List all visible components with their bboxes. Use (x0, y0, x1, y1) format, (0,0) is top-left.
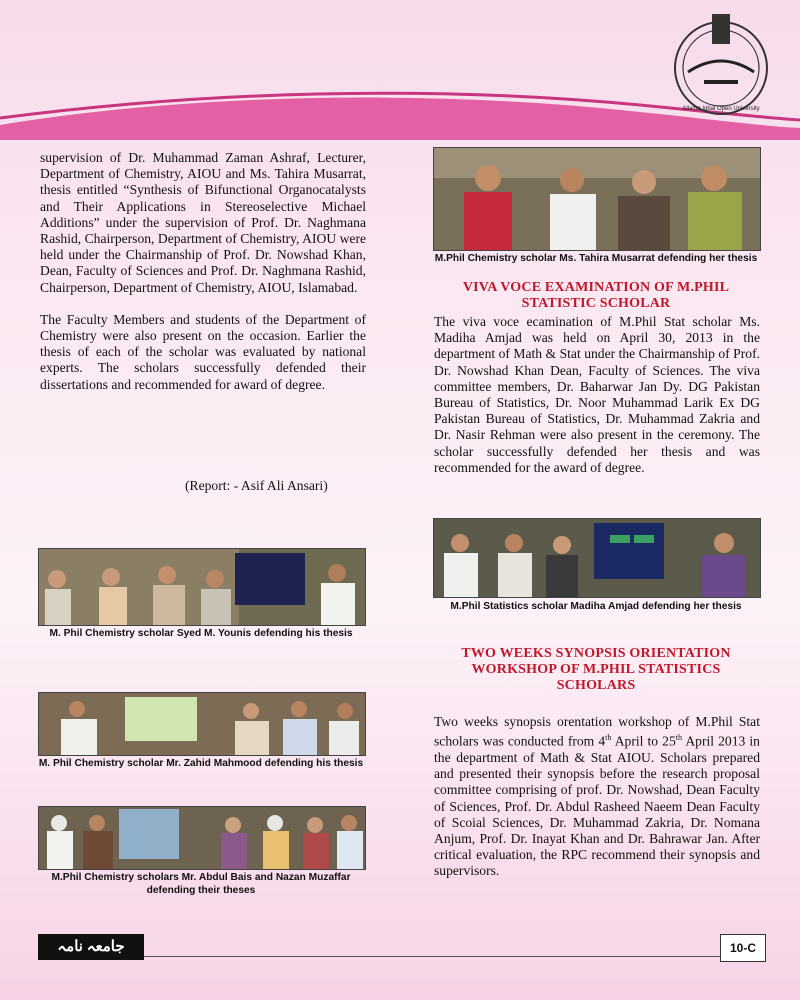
workshop-body-a: Two weeks synopsis orentation workshop of M.Phil Stat scholars was conducted from 4 (434, 714, 760, 749)
heading-workshop: TWO WEEKS SYNOPSIS ORIENTATION WORKSHOP OF M.PHIL STATISTICS SCHOLARS (461, 646, 731, 693)
caption-tahira: M.Phil Chemistry scholar Ms. Tahira Musarrat defending her thesis (434, 253, 758, 264)
paragraph-1: supervision of Dr. Muhammad Zaman Ashraf, Lecturer, Department of Chemistry, AIOU and Ms. Tahira Musarrat, thesis entitled “Synthesis of Bifunctional Organocatalysts and Their Applications in Stereoselective Michael Additions” under the supervision of Prof. Dr. Naghmana Rashid, Chairperson, Department of Chemistry, AIOU were held under the Chairmanship of Prof. Dr. Nowshad Khan, Dean, Faculty of Sciences and Prof. Dr. Naghmana Rashid, Chairperson, Department of Chemistry, AIOU, Islamabad. (40, 150, 366, 295)
workshop-body-b: April to 25 (611, 733, 676, 749)
workshop-sup-2: th (675, 733, 682, 743)
paragraph-2: The Faculty Members and students of the Department of Chemistry were also present on the occasion. Earlier the thesis of each of the scholar was evaluated by national experts. The scholars successfully defended their dissertations and recommended for award of degree. (40, 311, 366, 392)
caption-bais-nazan: M.Phil Chemistry scholars Mr. Abdul Bais and Nazan Muzaffar defending their theses (51, 872, 351, 896)
workshop-sup-1: th (605, 733, 612, 743)
caption-madiha: M.Phil Statistics scholar Madiha Amjad defending her thesis (450, 601, 742, 612)
workshop-body-c: April 2013 in the department of Math & Stat AIOU. Scholars prepared and presented their synopsis before the research proposal committee comprising of prof. Dr. Nowshad, Dean Faculty of Sciences, Prof. Dr. Abdul Rasheed Naeem Dean Faculty of Scoial Sciences, Dr. Muhammad Zakria, Dr. Nomana Anjum, Prof. Dr. Inayat Khan and Dr. Bahrawar Jan. After critical evaluation, the RPC recommend their synopsis and supervisors. (434, 733, 760, 879)
workshop-body (434, 714, 760, 880)
left-column-text (40, 150, 366, 409)
university-logo-icon (668, 10, 774, 118)
photo-bais-nazan (38, 806, 366, 870)
footer-divider (38, 956, 764, 957)
heading-viva-voce: VIVA VOCE EXAMINATION OF M.PHIL STATISTIC SCHOLAR (462, 280, 730, 311)
viva-voce-body: The viva voce ecamination of M.Phil Stat scholar Ms. Madiha Amjad was held on April 30, 2013 in the department of Math & Stat under the Chairmanship of Prof. Dr. Nowshad Khan Dean, Faculty of Sciences. The viva committee members, Dr. Baharwar Jan Dy. DG Pakistan Bureau of Statistics, Dr. Noor Muhammad Larik Ex DG Pakistan Bureau of Statistics, Dr. Muhammad Zakria and Dr. Nasir Rehman were also present in the ceremony. The scholar successfully defended her thesis and was recommended for the award of degree. (434, 314, 760, 475)
photo-zahid (38, 692, 366, 756)
caption-zahid: M. Phil Chemistry scholar Mr. Zahid Mahmood defending his thesis (38, 758, 364, 769)
footer-magazine-name: جامعہ نامہ (38, 934, 144, 960)
page-number: 10-C (720, 934, 766, 962)
photo-madiha (433, 518, 761, 598)
caption-younis: M. Phil Chemistry scholar Syed M. Younis defending his thesis (49, 628, 353, 639)
photo-tahira (433, 147, 761, 251)
report-credit: (Report: - Asif Ali Ansari) (185, 478, 328, 493)
logo-text: Allama Iqbal Open University (682, 106, 760, 112)
photo-younis (38, 548, 366, 626)
